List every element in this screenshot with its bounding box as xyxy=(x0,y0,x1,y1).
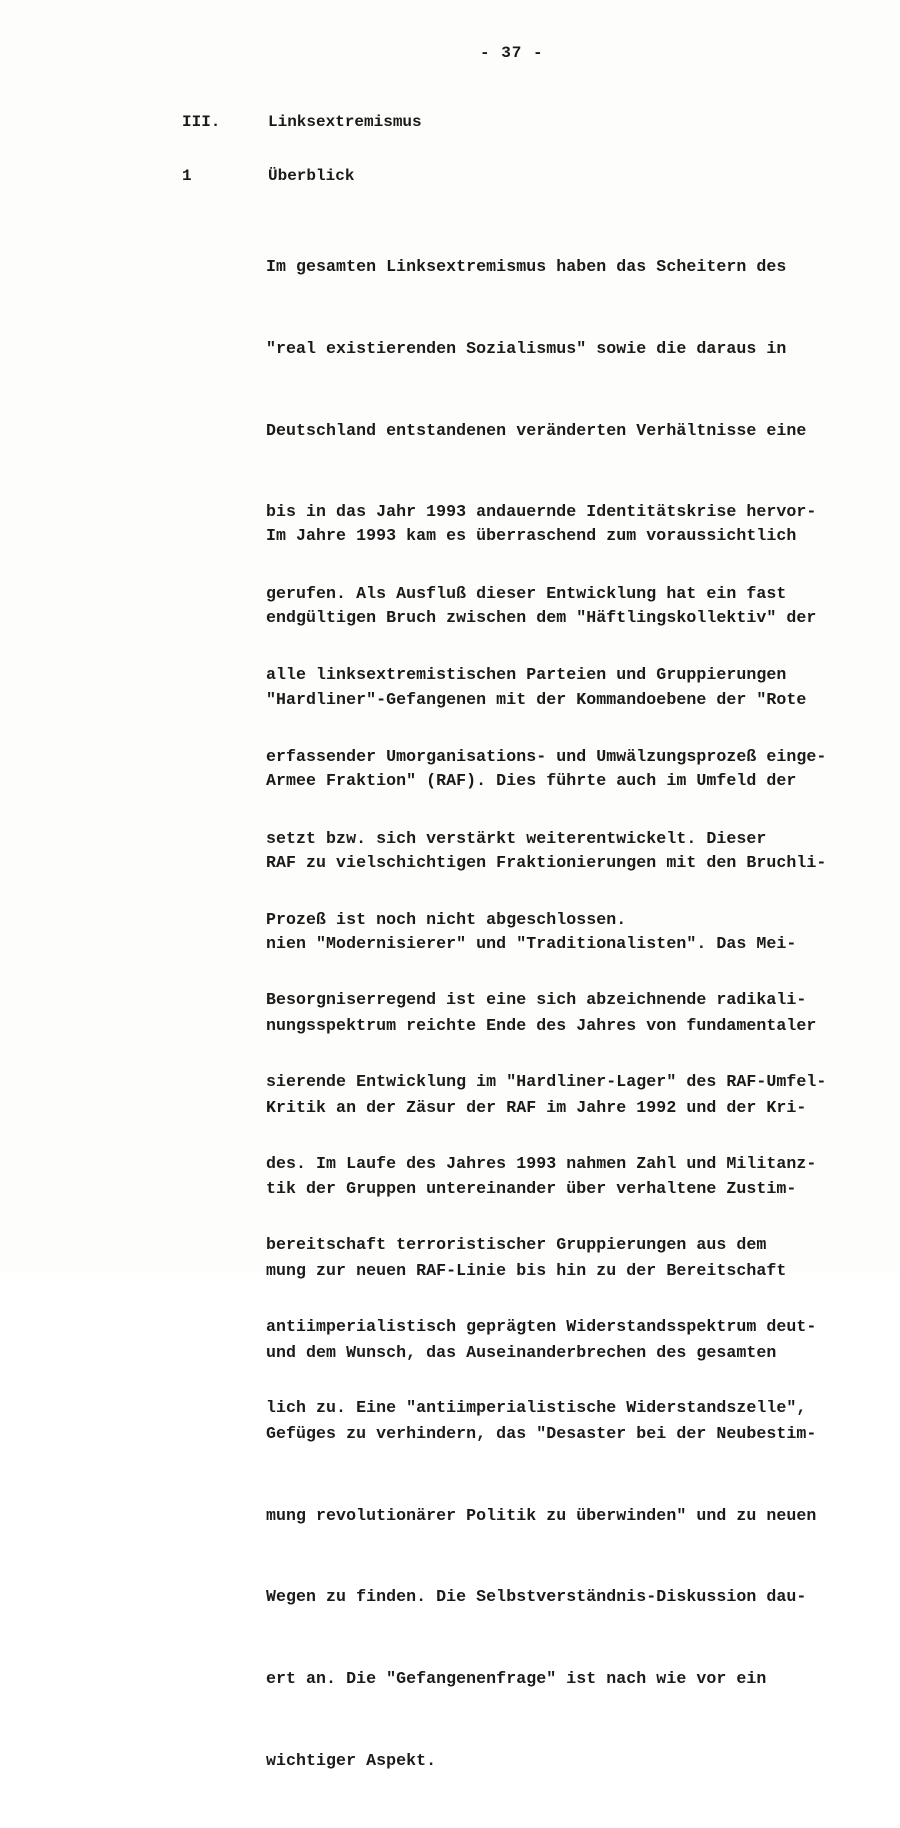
text-line: Im gesamten Linksextremismus haben das Scheitern des xyxy=(266,257,787,277)
section-number: III. xyxy=(182,113,221,131)
page-number: - 37 - xyxy=(480,44,544,62)
text-line: bereitschaft terroristischer Gruppierungen aus dem xyxy=(266,1235,767,1255)
text-line: lich zu. Eine "antiimperialistische Widerstandszelle", xyxy=(266,1398,807,1418)
text-line: antiimperialistisch geprägten Widerstandsspektrum deut- xyxy=(266,1316,817,1336)
paragraph-3 xyxy=(266,932,886,1476)
text-line: alle linksextremistischen Parteien und Gruppierungen xyxy=(266,665,787,685)
text-line: Armee Fraktion" (RAF). Dies führte auch im Umfeld der xyxy=(266,771,797,791)
text-line: des. Im Laufe des Jahres 1993 nahmen Zahl und Militanz- xyxy=(266,1153,817,1173)
text-line: Im Jahre 1993 kam es überraschend zum voraussichtlich xyxy=(266,526,797,546)
text-line: bis in das Jahr 1993 andauernde Identitätskrise hervor- xyxy=(266,502,817,522)
text-line: mung revolutionärer Politik zu überwinden" und zu neuen xyxy=(266,1505,817,1525)
text-line: Deutschland entstandenen veränderten Verhältnisse eine xyxy=(266,420,807,440)
text-line: sierende Entwicklung im "Hardliner-Lager" des RAF-Umfel- xyxy=(266,1072,827,1092)
text-line: nungsspektrum reichte Ende des Jahres von fundamentaler xyxy=(266,1016,817,1036)
text-line: ert an. Die "Gefangenenfrage" ist nach wie vor ein xyxy=(266,1668,767,1688)
text-line: RAF zu vielschichtigen Fraktionierungen mit den Bruchli- xyxy=(266,852,827,872)
text-line: Besorgniserregend ist eine sich abzeichnende radikali- xyxy=(266,990,807,1010)
text-line: und dem Wunsch, das Auseinanderbrechen des gesamten xyxy=(266,1342,777,1362)
text-line: "Hardliner"-Gefangenen mit der Kommandoebene der "Rote xyxy=(266,689,807,709)
text-line: tik der Gruppen untereinander über verhaltene Zustim- xyxy=(266,1179,797,1199)
text-line: mung zur neuen RAF-Linie bis hin zu der Bereitschaft xyxy=(266,1260,787,1280)
text-line: nien "Modernisierer" und "Traditionalisten". Das Mei- xyxy=(266,934,797,954)
text-line: setzt bzw. sich verstärkt weiterentwickelt. Dieser xyxy=(266,828,767,848)
text-line: wichtiger Aspekt. xyxy=(266,1750,437,1770)
text-line: Gefüges zu verhindern, das "Desaster bei der Neubestim- xyxy=(266,1424,817,1444)
subsection-number: 1 xyxy=(182,167,192,185)
text-line: erfassender Umorganisations- und Umwälzungsprozeß einge- xyxy=(266,747,827,767)
text-line: Prozeß ist noch nicht abgeschlossen. xyxy=(266,910,627,930)
text-line: Kritik an der Zäsur der RAF im Jahre 1992 und der Kri- xyxy=(266,1097,807,1117)
subsection-title: Überblick xyxy=(268,167,355,185)
text-line: endgültigen Bruch zwischen dem "Häftlingskollektiv" der xyxy=(266,608,817,628)
text-line: Wegen zu finden. Die Selbstverständnis-Diskussion dau- xyxy=(266,1587,807,1607)
text-line: gerufen. Als Ausfluß dieser Entwicklung hat ein fast xyxy=(266,583,787,603)
text-line: "real existierenden Sozialismus" sowie die daraus in xyxy=(266,339,787,359)
section-title: Linksextremismus xyxy=(268,113,422,131)
